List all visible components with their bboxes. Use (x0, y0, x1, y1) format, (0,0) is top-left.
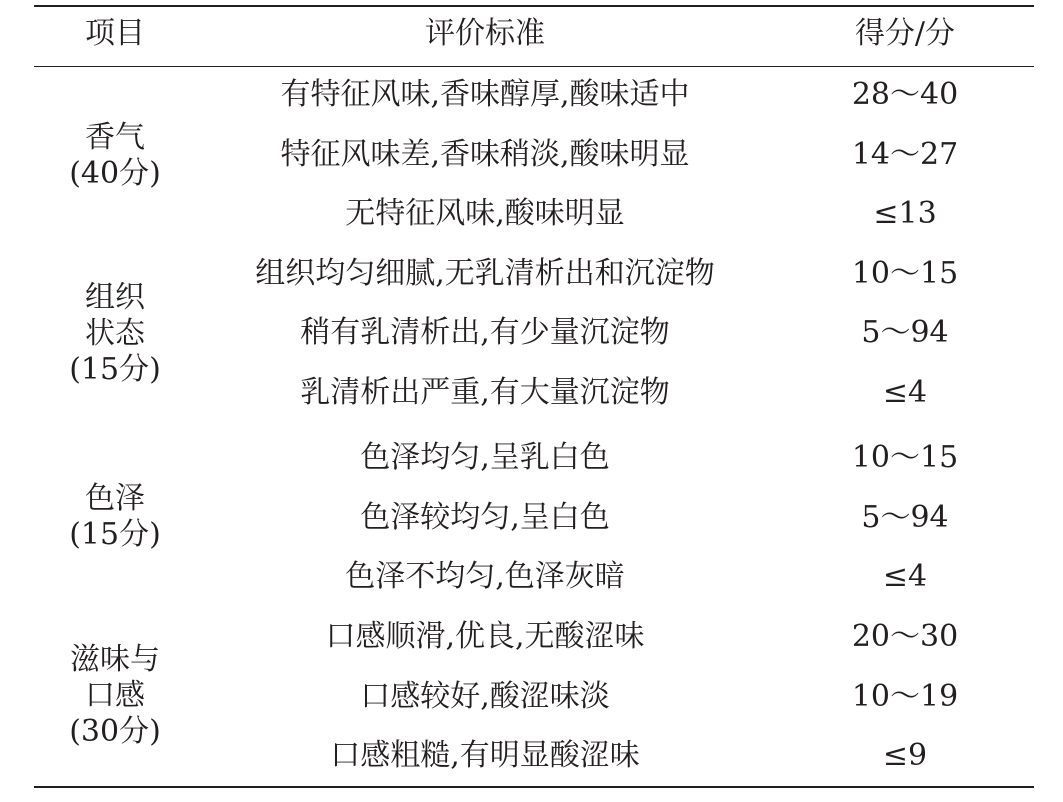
group-label-line: (15分) (69, 517, 161, 552)
score-cell: 20～30 (851, 619, 959, 654)
criteria-cell: 有特征风味,香味醇厚,酸味适中 (280, 77, 690, 112)
group-label-line: (40分) (69, 156, 161, 191)
header-criteria: 评价标准 (425, 16, 545, 51)
score-cell: ≤4 (882, 375, 928, 410)
score-cell: ≤13 (873, 196, 937, 231)
table-bottom-rule (34, 786, 1034, 788)
criteria-cell: 色泽较均匀,呈白色 (360, 500, 610, 535)
score-cell: 5～94 (861, 500, 949, 535)
header-item: 项目 (85, 16, 145, 51)
criteria-cell: 口感粗糙,有明显酸涩味 (330, 738, 640, 773)
score-cell: ≤4 (882, 559, 928, 594)
group-label-line: 香气 (85, 120, 145, 155)
score-cell: 14～27 (851, 137, 959, 172)
header-score: 得分/分 (854, 16, 956, 51)
score-cell: 5～94 (861, 315, 949, 350)
group-label-line: 组织 (85, 280, 145, 315)
score-cell: 10～15 (851, 440, 959, 475)
criteria-cell: 乳清析出严重,有大量沉淀物 (300, 375, 670, 410)
table-top-rule (34, 5, 1034, 7)
criteria-cell: 无特征风味,酸味明显 (345, 196, 625, 231)
group-label-texture (40, 280, 190, 388)
score-cell: 10～15 (851, 256, 959, 291)
group-label-aroma (40, 120, 190, 192)
criteria-cell: 色泽不均匀,色泽灰暗 (345, 559, 625, 594)
criteria-cell: 特征风味差,香味稍淡,酸味明显 (280, 137, 690, 172)
group-label-line: 色泽 (85, 481, 145, 516)
criteria-cell: 口感顺滑,优良,无酸涩味 (325, 619, 645, 654)
group-label-taste (40, 642, 190, 750)
score-cell: ≤9 (882, 738, 928, 773)
score-cell: 10～19 (851, 679, 959, 714)
group-label-line: (30分) (69, 714, 161, 749)
criteria-cell: 组织均匀细腻,无乳清析出和沉淀物 (255, 256, 715, 291)
group-label-line: 滋味与 (70, 642, 160, 677)
group-label-color (40, 481, 190, 553)
group-label-line: (15分) (69, 352, 161, 387)
group-label-line: 状态 (85, 316, 145, 351)
criteria-cell: 口感较好,酸涩味淡 (360, 679, 610, 714)
criteria-cell: 稍有乳清析出,有少量沉淀物 (300, 315, 670, 350)
table-header-rule (34, 66, 1034, 67)
criteria-cell: 色泽均匀,呈乳白色 (360, 440, 610, 475)
group-label-line: 口感 (85, 678, 145, 713)
score-cell: 28～40 (851, 77, 959, 112)
